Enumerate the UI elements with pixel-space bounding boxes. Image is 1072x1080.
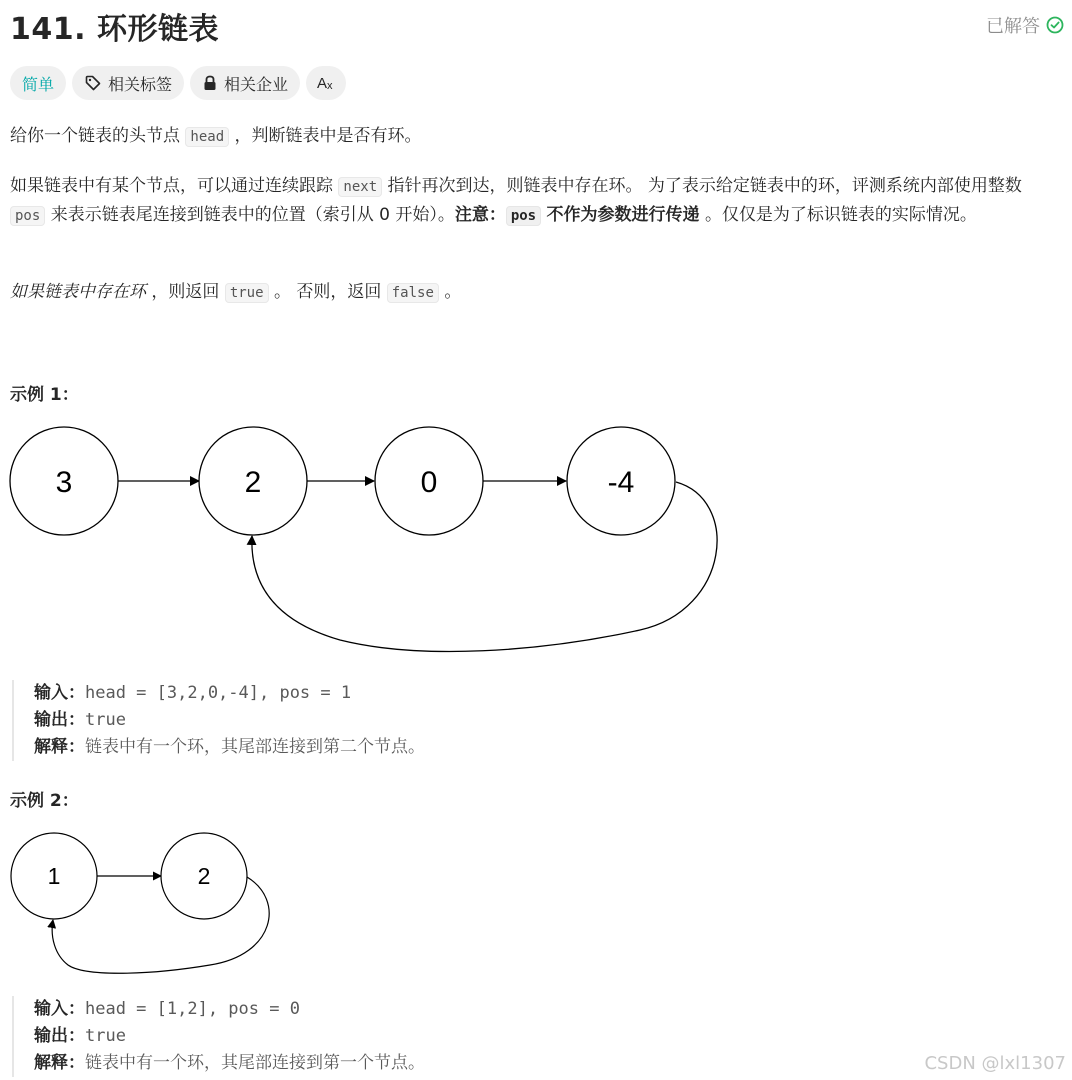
node-value: -4: [607, 466, 635, 499]
example-2-title: 示例 2：: [10, 791, 79, 811]
translate-button[interactable]: [306, 66, 346, 100]
description-paragraph-3: 如果链表中存在环 ，则返回 true 。 否则，返回 false 。: [10, 282, 462, 302]
check-circle-icon: [1046, 16, 1064, 34]
example-1-block: [12, 680, 425, 761]
node-value: 2: [197, 863, 211, 889]
node-value: 3: [55, 466, 73, 499]
return-condition: 如果链表中存在环: [10, 282, 146, 302]
example-1-input: 输入：head = [3,2,0,-4], pos = 1: [34, 683, 352, 703]
example-1-diagram: [0, 420, 740, 665]
inline-code-next: next: [338, 177, 382, 197]
watermark: CSDN @lxl1307: [924, 1053, 1066, 1074]
inline-code-false: false: [387, 283, 439, 303]
description-paragraph-1: 给你一个链表的头节点 head ，判断链表中是否有环。: [10, 126, 422, 146]
related-tags-button[interactable]: [72, 66, 184, 100]
inline-code-pos-bold: pos: [506, 206, 541, 226]
example-1-title: 示例 1：: [10, 385, 79, 405]
example-2-explanation: 解释：链表中有一个环，其尾部连接到第一个节点。: [34, 1053, 425, 1073]
inline-code-head: head: [185, 127, 229, 147]
svg-text:A: A: [317, 75, 328, 92]
svg-text:x: x: [327, 80, 333, 92]
node-value: 1: [47, 863, 61, 889]
example-2-input: 输入：head = [1,2], pos = 0: [34, 999, 300, 1019]
node-value: 0: [420, 466, 438, 499]
translate-icon: [316, 74, 336, 92]
tag-bar: [10, 66, 346, 100]
lock-icon: [202, 74, 218, 92]
problem-title: 141. 环形链表: [10, 12, 219, 47]
solved-label: 已解答: [986, 16, 1040, 37]
inline-code-true: true: [225, 283, 269, 303]
related-companies-label: 相关企业: [224, 74, 289, 94]
example-2-output: 输出：true: [34, 1026, 126, 1046]
node-value: 2: [244, 466, 262, 499]
example-1-output: 输出：true: [34, 710, 126, 730]
example-2-block: [12, 996, 425, 1077]
example-1-explanation: 解释：链表中有一个环，其尾部连接到第二个节点。: [34, 737, 425, 757]
solved-status: [986, 12, 1064, 38]
note-bold-text: 不作为参数进行传递: [546, 205, 700, 225]
description-paragraph-2: 如果链表中有某个节点，可以通过连续跟踪 next 指针再次到达，则链表中存在环。 为了表示给定链表中的环，评测系统内部使用整数 pos 来表示链表尾连接到链表中的位置（索引从 0 开始）。注意： pos 不作为参数进行传递 。仅仅是为了标识链表的实际情况。: [10, 176, 1022, 225]
note-label: 注意：: [454, 205, 506, 225]
related-tags-label: 相关标签: [108, 74, 173, 94]
tag-icon: [84, 74, 102, 92]
example-2-diagram: [0, 825, 290, 980]
difficulty-badge[interactable]: 简单: [10, 66, 66, 100]
inline-code-pos: pos: [10, 206, 45, 226]
related-companies-button[interactable]: [190, 66, 300, 100]
